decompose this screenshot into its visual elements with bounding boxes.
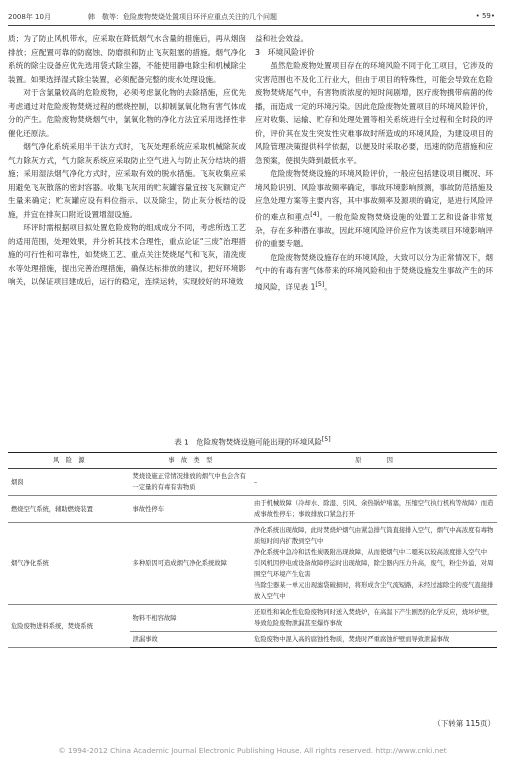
paragraph-text: 。一般危险废物焚烧设施的处置工艺和设备非常复杂，存在多种潜在事故，因此环境风险评价应作为该类项目环境影响评价的重要专题。 [255, 212, 494, 249]
cause: – [251, 469, 497, 496]
cause: 净化系统出现故障，此时焚烧炉烟气由紧急排气筒直接排入空气，烟气中高浓度有毒物质短时间内扩散到空气中 净化系统中急冷和活性炭吸附出现故障，从而使烟气中二噁英以较高浓度排入空气中 引风机因停电或设备故障停运时出现故障，除尘器内压力升高，废气，粉尘外溢，对周围空气环境产生危害 当除尘器某一单元出现滤袋破损时，将形成含尘气流短路，未经过滤除尘的废气直接排放入空气中 [251, 523, 497, 605]
section-heading: 3 环境风险评价 [255, 47, 315, 57]
accident-type: 事故性停车 [130, 496, 252, 523]
paragraph: 烟气净化系统采用半干法方式时，飞灰处理系统应采取机械除灰或气力除灰方式，气力除灰系统应采取防止空气进入与防止灰分结块的措施；采用湿法烟气净化方式时，应采取有效的脱水措施。飞灰收集应采用避免飞灰散落的密封容器。收集飞灰用的贮灰罐容量宜按飞灰额定产生量来确定；贮灰罐应设有料位指示、以及除尘，防止灰分板结的设施，并宜在排灰口附近设置增湿设施。 [8, 142, 246, 219]
risk-source: 燃烧空气系统，辅助燃烧装置 [8, 496, 130, 523]
continued-note: （下转第 115页） [433, 719, 495, 728]
paragraph: 质；为了防止风机带水，应采取在降低烟气水含量的措施后，再从烟囱排放；应配置可靠的防腐蚀、防磨损和防止飞灰阻塞的措施。烟气净化系统的除尘设备应优先选用袋式除尘器，不能使用静电除尘和机械除尘装置。如果选择湿式除尘装置，必须配备完整的废水处理设施。 [8, 34, 246, 84]
risk-source: 烟囱 [8, 469, 130, 496]
table-caption [0, 436, 505, 447]
paragraph: 环评时需根据项目拟处置危险废物的组成成分不同，考虑所选工艺的适用范围，处理效果，并分析其技术合理性，重点论证“三废”治理措施的可行性和可靠性，如焚烧工艺、重点关注焚烧尾气和飞灰，清洗废水等处理措施，提出完善治理措施，确保达标排放的建议，把好环境影响关，以保证项目建成后，运行的稳定，连续运转，实现较好的环境效 [8, 223, 246, 286]
table-row [8, 469, 497, 496]
paragraph: 益和社会效益。 [255, 34, 309, 43]
column-header: 事 故 类 型 [130, 453, 252, 469]
cause: 由于机械故障（冷却水、除湿、引风、余热锅炉堵塞，压缩空气执行机构等故障）而造成事故性停车；事故排放口紧急打开 [251, 496, 497, 523]
copyright-footer: © 1994-2012 China Academic Journal Electronic Publishing House. All rights reserved. http://www.cnki.net [58, 746, 447, 755]
page-header [8, 10, 495, 24]
paragraph: 对于含氯量较高的危险废物，必须考虑氯化物的去除措施，应优先考虑通过对危险废物焚烧过程的燃烧控制，以抑制氯氧化物有害气体成分的产生。危险废物焚烧烟气中，氯氧化物的净化方法宜采用选择性非催化还原法。 [8, 88, 246, 138]
table-row [8, 605, 497, 632]
issue-date: 2008年 10月 [8, 13, 51, 21]
column-header: 风 险 源 [8, 453, 130, 469]
citation-ref: [5] [321, 436, 331, 443]
citation-ref: [5] [315, 280, 325, 288]
cause: 还原性和氧化性危险废物同时送入焚烧炉，在高温下产生剧烈的化学反应，烧坏炉壁，导致危险废物泄漏甚至爆炸事故 [251, 605, 497, 632]
risk-source: 烟气净化系统 [8, 523, 130, 605]
accident-type: 物料不相容故障 [130, 605, 252, 632]
header-rule [8, 25, 495, 26]
paragraph-text: 危险废物焚烧设施的环境风险评价，一般应包括建设项目概况、环境风险识别、风险事故频率确定，事故环境影响预测，事故防范措施及应急处理方案等主要内容，其中事故频率及源项的确定，是进行风险评价的难点和重点 [255, 169, 493, 222]
table-caption-text: 表 1 危险废物焚烧设施可能出现的环境风险 [174, 437, 322, 447]
citation-ref: [4] [310, 210, 320, 218]
accident-type: 多种原因可造成烟气净化系统故障 [130, 523, 252, 605]
cause: 危险废物中混入高的腐蚀性物质，焚烧时严重腐蚀炉壁而导致泄漏事故 [251, 632, 497, 648]
page-number: • 59• [475, 12, 495, 20]
column-header: 原 因 [251, 453, 497, 469]
accident-type: 泄漏事故 [130, 632, 252, 648]
right-column [255, 32, 493, 294]
accident-type: 焚烧设施正常情况排放的烟气中也会含有一定量的有毒有害物质 [130, 469, 252, 496]
running-title: 韩 敬等：危险废物焚烧处置项目环评应重点关注的几个问题 [88, 13, 277, 21]
table-row [8, 496, 497, 523]
table-header-row [8, 453, 497, 469]
left-column [8, 32, 246, 289]
table-row [8, 523, 497, 605]
paragraph: 虽然危险废物处置项目存在的环境风险不同于化工项目，它涉及的灾害范围也不及化工行业大，但由于项目的特殊性，可能会导致在危险废物焚烧尾气中，有害物质浓度的短时间剧增，医疗废物携带病菌的传播，而造成一定的环境污染。因此危险废物处置项目的环境风险评价，应对收集、运输、贮存和处理处置等相关系统进行全过程和全时段的评价，评价其在发生突发性灾难事故时所造成的环境风险，为建设项目的风险管理决策提供科学依据，以便及时采取必要，迅速的防范措施和应急预案，使损失降到最低水平。 [255, 61, 493, 165]
risk-source: 危险废物进料系统，焚烧系统 [8, 605, 130, 648]
paragraph-text: 。 [324, 282, 332, 292]
paragraph [255, 251, 493, 294]
risk-table [8, 452, 497, 648]
paragraph-text: 危险废物焚烧设施存在的环境风险，大致可以分为正常情况下，烟气中的有毒有害气体带来的环境风险和由于焚烧设施发生事故产生的环境风险，详见表 1 [255, 252, 493, 292]
paragraph [255, 167, 493, 251]
